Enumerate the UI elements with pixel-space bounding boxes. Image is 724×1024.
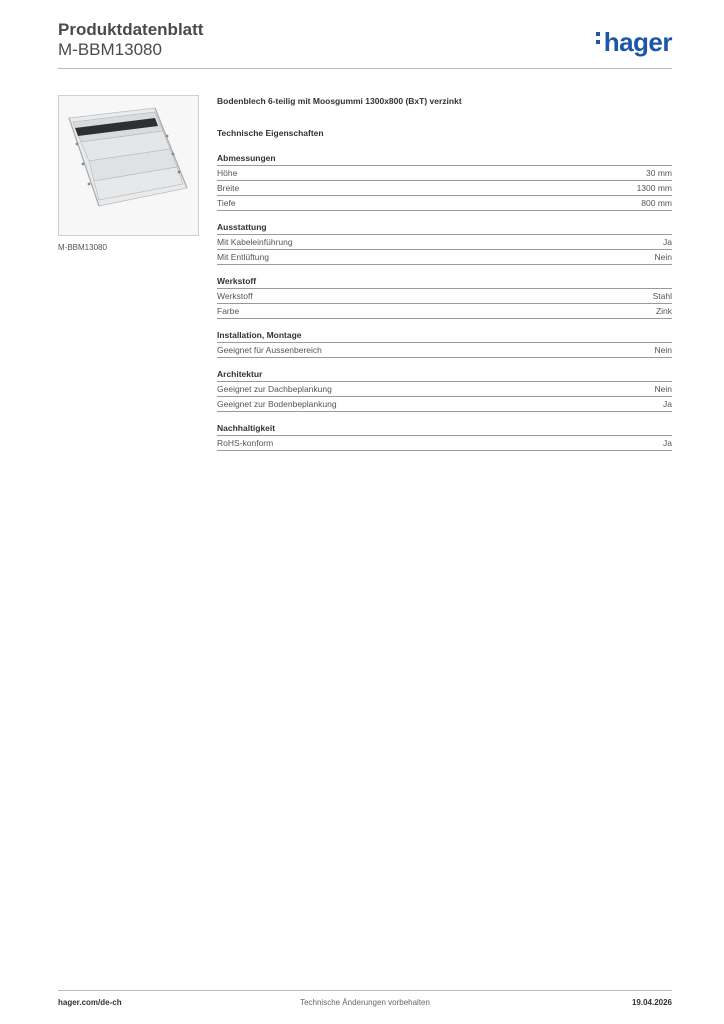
property-value: Stahl	[652, 291, 672, 301]
document-title: Produktdatenblatt	[58, 20, 204, 39]
section-title: Installation, Montage	[217, 329, 672, 343]
property-value: 30 mm	[646, 168, 672, 178]
property-row	[217, 343, 672, 358]
property-row	[217, 382, 672, 397]
section-title: Architektur	[217, 368, 672, 382]
property-row	[217, 304, 672, 319]
property-value: 1300 mm	[636, 183, 672, 193]
property-row	[217, 436, 672, 451]
property-value: Nein	[654, 384, 672, 394]
property-row	[217, 397, 672, 412]
property-value: Nein	[654, 345, 672, 355]
property-row	[217, 250, 672, 265]
property-value: Nein	[654, 252, 672, 262]
hager-logo	[596, 28, 672, 56]
property-label: Geeignet für Aussenbereich	[217, 345, 322, 355]
property-row	[217, 181, 672, 196]
property-label: Geeignet zur Bodenbeplankung	[217, 399, 337, 409]
footer-notice: Technische Änderungen vorbehalten	[300, 998, 430, 1007]
product-image	[58, 95, 199, 236]
section-werkstoff	[217, 275, 672, 319]
floor-plate-illustration-icon	[59, 96, 198, 235]
logo-dots-icon	[596, 32, 601, 48]
property-label: Tiefe	[217, 198, 236, 208]
property-row	[217, 235, 672, 250]
property-label: Geeignet zur Dachbeplankung	[217, 384, 332, 394]
property-label: Höhe	[217, 168, 238, 178]
property-value: Ja	[663, 237, 672, 247]
section-ausstattung	[217, 221, 672, 265]
document-subtitle: M-BBM13080	[58, 40, 162, 59]
section-title: Werkstoff	[217, 275, 672, 289]
footer-date: 19.04.2026	[631, 998, 672, 1007]
image-caption: M-BBM13080	[58, 243, 107, 252]
property-value: Zink	[655, 306, 672, 316]
property-label: Farbe	[217, 306, 240, 316]
section-installation-montage	[217, 329, 672, 358]
header-divider	[58, 68, 672, 69]
property-value: Ja	[663, 399, 672, 409]
property-value: 800 mm	[641, 198, 672, 208]
section-nachhaltigkeit	[217, 422, 672, 451]
section-architektur	[217, 368, 672, 412]
section-title: Ausstattung	[217, 221, 672, 235]
property-label: Mit Entlüftung	[217, 252, 269, 262]
property-label: Mit Kabeleinführung	[217, 237, 293, 247]
section-title: Abmessungen	[217, 152, 672, 166]
property-value: Ja	[663, 438, 672, 448]
product-details	[217, 96, 672, 461]
property-label: Breite	[217, 183, 240, 193]
technical-properties-heading: Technische Eigenschaften	[217, 128, 324, 138]
footer-website-link[interactable]: hager.com/de-ch	[58, 998, 122, 1007]
logo-text: hager	[603, 27, 672, 57]
section-abmessungen	[217, 152, 672, 211]
footer-divider	[58, 990, 672, 991]
property-row	[217, 289, 672, 304]
property-row	[217, 166, 672, 181]
property-label: RoHS-konform	[217, 438, 274, 448]
property-label: Werkstoff	[217, 291, 253, 301]
section-title: Nachhaltigkeit	[217, 422, 672, 436]
product-name: Bodenblech 6-teilig mit Moosgummi 1300x800 (BxT) verzinkt	[217, 96, 462, 106]
property-row	[217, 196, 672, 211]
page-header	[58, 20, 672, 68]
